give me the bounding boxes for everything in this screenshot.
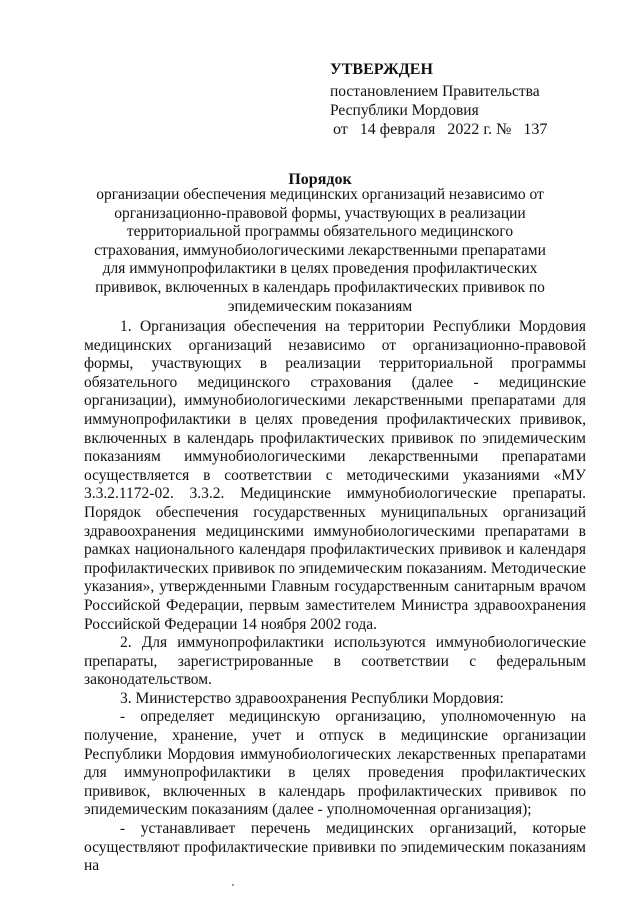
approval-year: 2022 г. № <box>447 121 512 138</box>
approval-number: 137 <box>523 121 548 138</box>
approval-line-2: Республики Мордовия <box>330 102 479 119</box>
document-title: Порядок <box>288 171 352 188</box>
approval-heading: УТВЕРЖДЕН <box>330 61 433 78</box>
paragraph-3: 3. Министерство здравоохранения Республики Мордовия: <box>120 689 504 707</box>
approval-date-line <box>333 120 620 139</box>
approval-line-1: постановлением Правительства <box>330 83 540 100</box>
paragraph-5: - устанавливает перечень медицинских организаций, которые осуществляют профилактические прививки по эпидемическим показаниям на <box>84 820 586 875</box>
document-body <box>84 318 586 876</box>
document-subtitle: организации обеспечения медицинских организаций независимо от организационно-правовой формы, участвующих в реализации территориальной программы обязательного медицинского страхования, иммунобиологическими лекарственными препаратами для иммунопрофилактики в целях проведения профилактических прививок, включенных в календарь профилактических прививок по эпидемическим показаниям <box>94 186 546 315</box>
scan-speck <box>232 884 234 886</box>
paragraph-2: 2. Для иммунопрофилактики используются иммунобиологические препараты, зарегистрированные в соответствии с федеральным законодательством. <box>84 634 586 689</box>
date-prefix: от <box>333 121 348 138</box>
paragraph-4: - определяет медицинскую организацию, уполномоченную на получение, хранение, учет и отпуск в медицинские организации Республики Мордовия иммунобиологических лекарственных препаратами для иммунопрофилактики в целях проведения профилактических прививок, включенных в календарь профилактических прививок по эпидемическим показаниям (далее - уполномоченная организация); <box>84 708 586 819</box>
paragraph-1: 1. Организация обеспечения на территории Республики Мордовия медицинских организаций независимо от организационно-правовой формы, участвующих в реализации территориальной программы обязательного медицинского страхования (далее - медицинские организации), иммунобиологическими лекарственными препаратами для иммунопрофилактики в целях проведения профилактических прививок, включенных в календарь профилактических прививок по эпидемическим показаниям иммунобиологическими лекарственными препаратами осуществляется в соответствии с методическими указаниями «МУ 3.3.2.1172-02. 3.3.2. Медицинские иммунобиологические препараты. Порядок обеспечения государственных муниципальных организаций здравоохранения медицинскими иммунобиологическими препаратами в рамках национального календаря профилактических прививок и календаря профилактических прививок по эпидемическим показаниям. Методические указания», утвержденными Главным государственным санитарным врачом Российской Федерации, первым заместителем Министра здравоохранения Российской Федерации 14 ноября 2002 года. <box>84 318 586 633</box>
approval-stamp <box>330 60 620 139</box>
approval-date: 14 февраля <box>359 121 436 138</box>
